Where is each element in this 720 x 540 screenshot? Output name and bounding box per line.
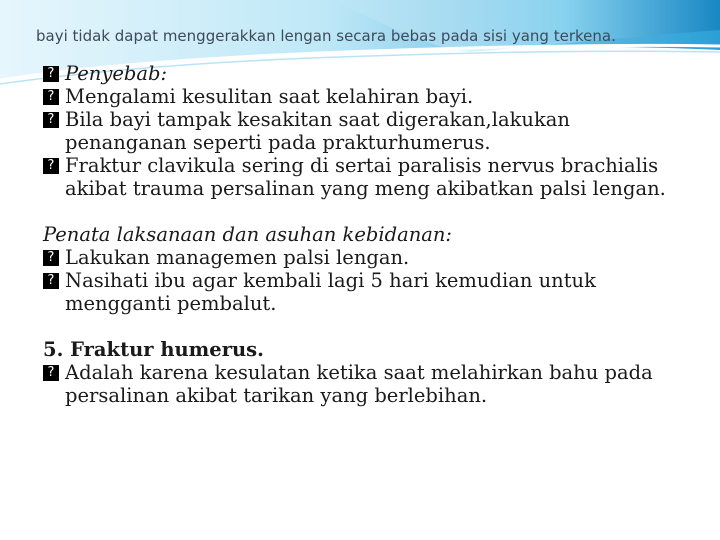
bullet-text: Nasihati ibu agar kembali lagi 5 hari kemudian untuk mengganti pembalut. xyxy=(65,269,596,315)
bullet-item xyxy=(43,108,683,154)
bullet-glyph-icon: ? xyxy=(43,250,59,266)
section-label-penyebab: Penyebab: xyxy=(65,62,168,85)
bullet-glyph-icon: ? xyxy=(43,89,59,105)
section-heading-penatalaksanaan: Penata laksanaan dan asuhan kebidanan: xyxy=(43,223,453,246)
section-heading-fraktur-humerus: 5. Fraktur humerus. xyxy=(43,338,264,361)
header-caption: bayi tidak dapat menggerakkan lengan secara bebas pada sisi yang terkena. xyxy=(36,27,616,45)
bullet-glyph-icon: ? xyxy=(43,365,59,381)
bullet-glyph-icon: ? xyxy=(43,112,59,128)
bullet-item xyxy=(43,269,683,315)
bullet-item xyxy=(43,85,683,108)
bullet-text: Fraktur clavikula sering di sertai paralisis nervus brachialis akibat trauma persalinan yang meng akibatkan palsi lengan. xyxy=(65,154,666,200)
bullet-text: Adalah karena kesulatan ketika saat melahirkan bahu pada persalinan akibat tarikan yang berlebihan. xyxy=(65,361,653,407)
bullet-text: Lakukan managemen palsi lengan. xyxy=(65,246,410,269)
bullet-text: Bila bayi tampak kesakitan saat digerakan,lakukan penanganan seperti pada prakturhumerus. xyxy=(65,108,570,154)
bullet-item xyxy=(43,62,683,85)
bullet-glyph-icon: ? xyxy=(43,273,59,289)
bullet-text: Mengalami kesulitan saat kelahiran bayi. xyxy=(65,85,474,108)
bullet-glyph-icon: ? xyxy=(43,158,59,174)
bullet-item xyxy=(43,154,683,200)
bullet-glyph-icon: ? xyxy=(43,66,59,82)
bullet-item xyxy=(43,246,683,269)
bullet-item xyxy=(43,361,683,407)
content-body xyxy=(43,62,683,407)
